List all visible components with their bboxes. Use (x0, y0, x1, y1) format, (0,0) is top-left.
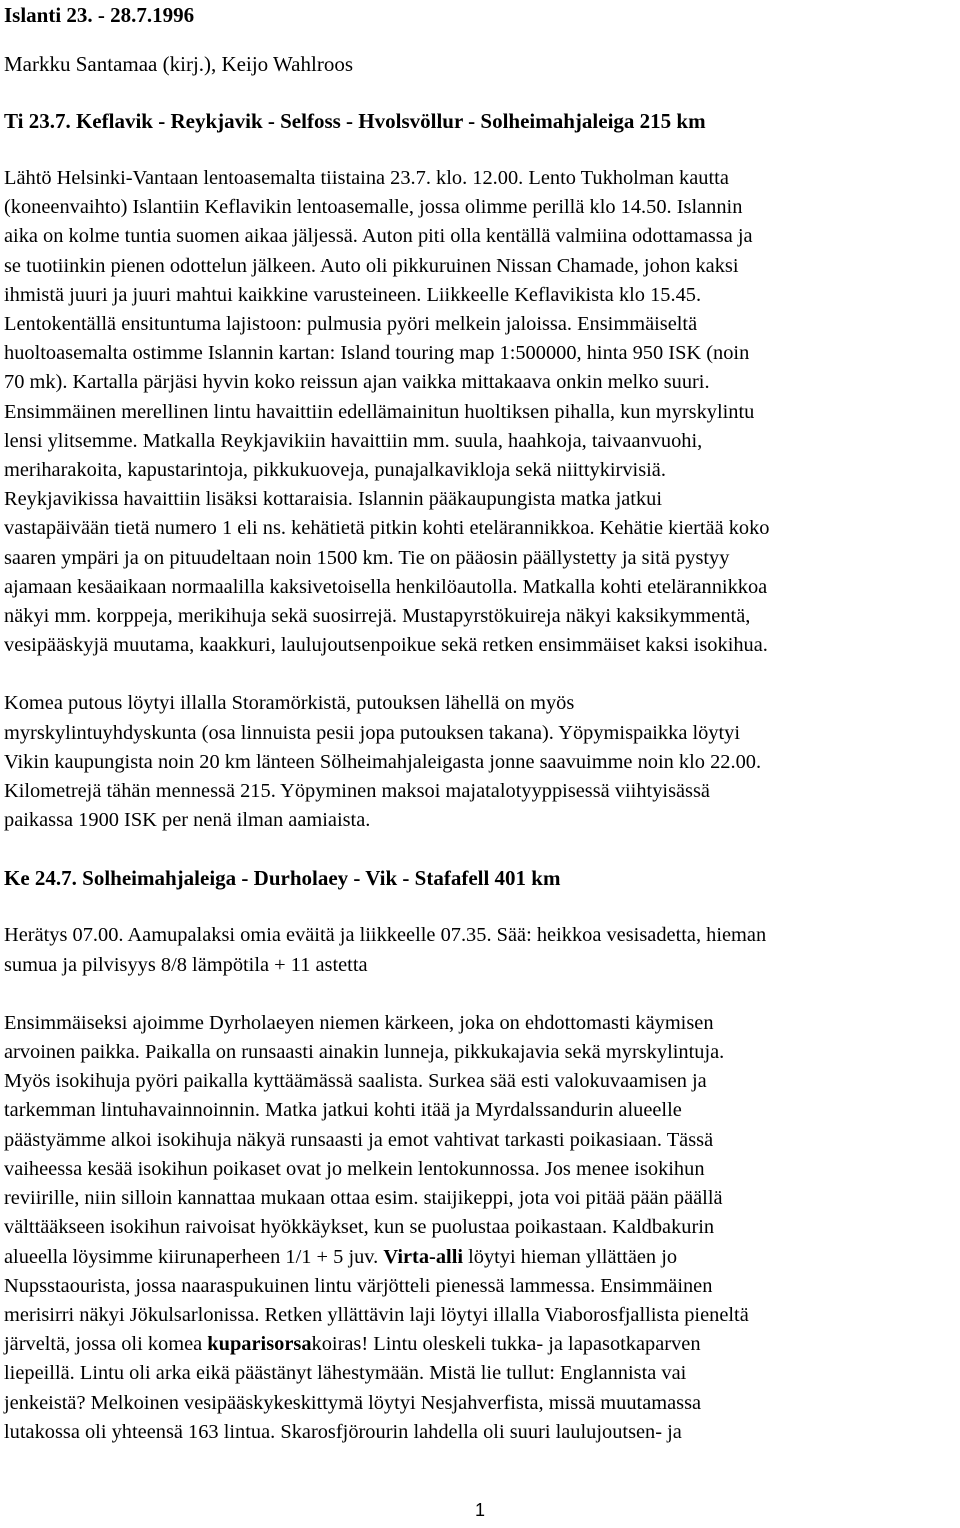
text-line: arvoinen paikka. Paikalla on runsaasti ainakin lunneja, pikkukajavia sekä myrskylintuja. (4, 1041, 725, 1064)
text-line (4, 1330, 956, 1359)
day1-heading: Ti 23.7. Keflavik - Reykjavik - Selfoss - Hvolsvöllur - Solheimahjaleiga 215 km (4, 109, 706, 133)
text-run: löytyi hieman yllättäen jo (463, 1245, 678, 1268)
day1-paragraph-2 (4, 689, 956, 835)
text-line: Ensimmäiseksi ajoimme Dyrholaeyen niemen kärkeen, joka on ehdottomasti käymisen (4, 1011, 714, 1034)
bold-species-kuparisorsa: kuparisorsa (207, 1333, 312, 1356)
text-line: vesipääskyjä muutama, kaakkuri, laulujoutsenpoikue sekä retken ensimmäiset kaksi isokihua. (4, 634, 768, 657)
text-line: ihmistä juuri ja juuri mahtui kaikkine varusteineen. Liikkeelle Keflavikista klo 15.45. (4, 283, 702, 306)
page-number: 1 (474, 1500, 485, 1520)
text-line: Herätys 07.00. Aamupalaksi omia eväitä ja liikkeelle 07.35. Sää: heikkoa vesisadetta, hieman (4, 924, 767, 947)
text-line: lutakossa oli yhteensä 163 lintua. Skarosfjörourin lahdella oli suuri laulujoutsen- ja (4, 1420, 682, 1443)
text-line: vastapäivään tietä numero 1 eli ns. kehätietä pitkin kohti etelärannikkoa. Kehätie kiertää koko (4, 517, 770, 540)
text-line: Lähtö Helsinki-Vantaan lentoasemalta tiistaina 23.7. klo. 12.00. Lento Tukholman kautta (4, 167, 729, 189)
text-line: (koneenvaihto) Islantiin Keflavikin lentoasemalle, jossa olimme perillä klo 14.50. Islannin (4, 196, 743, 219)
text-line: välttääkseen isokihun raivoisat hyökkäykset, kun se puolustaa poikastaan. Kaldbakurin (4, 1216, 715, 1239)
document-authors: Markku Santamaa (kirj.), Keijo Wahlroos (4, 52, 354, 76)
document-title: Islanti 23. - 28.7.1996 (4, 3, 195, 27)
text-line: aika on kolme tuntia suomen aikaa jäljessä. Auton piti olla kentällä valmiina odottamassa ja (4, 225, 753, 248)
text-line: vaiheessa kesää isokihun poikaset ovat jo melkein lentokunnossa. Jos menee isokihun (4, 1157, 705, 1180)
text-line: Reykjavikissa havaittiin lisäksi kottaraisia. Islannin pääkaupungista matka jatkui (4, 488, 663, 511)
text-run: alueella löysimme kiirunaperheen 1/1 + 5 juv. (4, 1245, 384, 1268)
text-run: järveltä, jossa oli komea (4, 1333, 208, 1356)
text-line: jenkeistä? Melkoinen vesipääskykeskittymä löytyi Nesjahverfista, missä muutamassa (4, 1391, 702, 1414)
text-line: meriharakoita, kapustarintoja, pikkukuoveja, punajalkavikloja sekä niittykirvisiä. (4, 459, 666, 482)
text-line: Kilometrejä tähän mennessä 215. Yöpyminen maksoi majatalotyyppisessä viihtyisässä (4, 780, 710, 803)
text-line: näkyi mm. korppeja, merikihuja sekä suosirrejä. Mustapyrstökuireja näkyi kaksikymmentä, (4, 605, 751, 628)
text-line: Vikin kaupungista noin 20 km länteen Sölheimahjaleigasta jonne saavuimme noin klo 22.00. (4, 750, 762, 773)
text-line: se tuotiinkin pienen odottelun jälkeen. Auto oli pikkuruinen Nissan Chamade, johon kaksi (4, 254, 739, 277)
text-line: Nupsstaourista, jossa naaraspukuinen lintu värjötteli pienessä lammessa. Ensimmäinen (4, 1274, 713, 1297)
day2-paragraph-2 (4, 1009, 956, 1447)
text-line: tarkemman lintuhavainnoinnin. Matka jatkui kohti itää ja Myrdalssandurin alueelle (4, 1099, 682, 1122)
text-line: merisirri näkyi Jökulsarlonissa. Retken yllättävin laji löytyi illalla Viaborosfjallista pieneltä (4, 1303, 749, 1326)
text-line: paikassa 1900 ISK per nenä ilman aamiaista. (4, 809, 371, 832)
text-run: koiras! Lintu oleskeli tukka- ja lapasotkaparven (311, 1333, 701, 1356)
day2-paragraph-1 (4, 921, 956, 979)
text-line: saaren ympäri ja on pituudeltaan noin 1500 km. Tie on pääosin päällystetty ja sitä pystyy (4, 546, 730, 569)
text-line: Komea putous löytyi illalla Storamörkistä, putouksen lähellä on myös (4, 692, 575, 715)
text-line: 70 mk). Kartalla pärjäsi hyvin koko reissun ajan vaikka mittakaava onkin melko suuri. (4, 371, 710, 394)
document-page (4, 2, 956, 1476)
text-line: päästyämme alkoi isokihuja näkyä runsaasti ja emot vahtivat tarkasti poikasiaan. Tässä (4, 1128, 714, 1151)
text-line: reviirille, niin silloin kannattaa mukaan ottaa esim. staijikeppi, jota voi pitää pään päällä (4, 1187, 723, 1210)
text-line: lensi ylitsemme. Matkalla Reykjavikiin havaittiin mm. suula, haahkoja, taivaanvuohi, (4, 429, 703, 452)
bold-species-virta-alli: Virta-alli (383, 1245, 464, 1268)
day1-paragraph-1 (4, 164, 956, 660)
text-line: sumua ja pilvisyys 8/8 lämpötila + 11 astetta (4, 953, 368, 976)
text-line: ajamaan kesäaikaan normaalilla kaksivetoisella henkilöautolla. Matkalla kohti etelärannikkoa (4, 575, 768, 598)
text-line: liepeillä. Lintu oli arka eikä päästänyt lähestymään. Mistä lie tullut: Englannista vai (4, 1362, 687, 1385)
text-line: Myös isokihuja pyöri paikalla kyttäämässä saalista. Surkea sää esti valokuvaamisen ja (4, 1070, 707, 1093)
day2-heading: Ke 24.7. Solheimahjaleiga - Durholaey - Vik - Stafafell 401 km (4, 866, 561, 891)
text-line: Ensimmäinen merellinen lintu havaittiin edellämainitun huoltiksen pihalla, kun myrskylintu (4, 400, 755, 423)
text-line: Lentokentällä ensituntuma lajistoon: pulmusia pyöri melkein jaloissa. Ensimmäiseltä (4, 313, 698, 336)
text-line: huoltoasemalta ostimme Islannin kartan: Island touring map 1:500000, hinta 950 ISK (noin (4, 342, 750, 365)
text-line: myrskylintuyhdyskunta (osa linnuista pesii jopa putouksen takana). Yöpymispaikka löytyi (4, 721, 741, 744)
text-line (4, 1243, 956, 1272)
